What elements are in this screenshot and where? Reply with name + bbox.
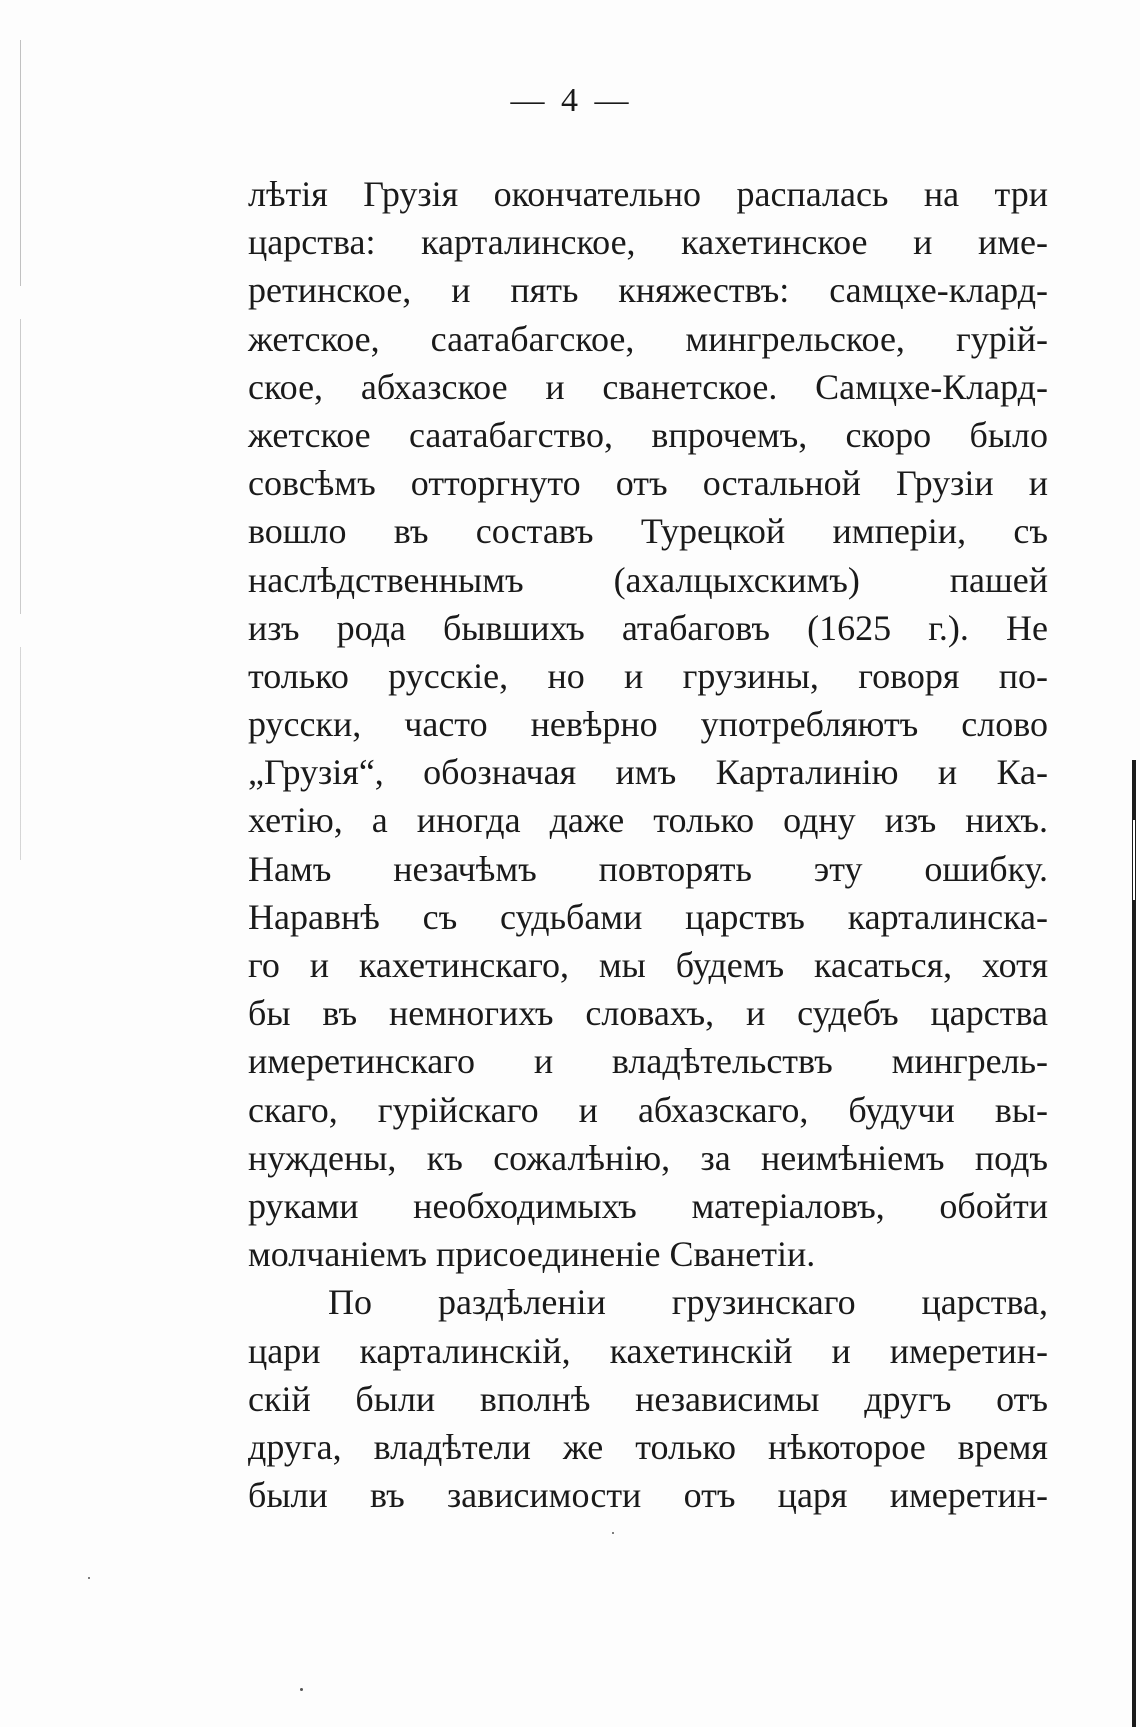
scan-right-edge-artifact [1132, 760, 1136, 1727]
text-line: По раздѣленіи грузинскаго царства, [328, 1282, 1048, 1323]
text-line: скаго, гурійскаго и абхазскаго, будучи вы- [248, 1089, 1048, 1130]
text-line: жетское саатабагство, впрочемъ, скоро было [248, 414, 1048, 455]
text-line: жетское, саатабагское, мингрельское, гурій- [248, 318, 1048, 359]
scan-speck [300, 1688, 303, 1691]
text-line: ское, абхазское и сванетское. Самцхе-Клард- [248, 366, 1048, 407]
paragraph-1 [248, 170, 1048, 1278]
text-line: только русскіе, но и грузины, говоря по- [248, 655, 1048, 696]
text-line: имеретинскаго и владѣтельствъ мингрель- [248, 1041, 1048, 1082]
scan-right-edge-gap [1133, 820, 1135, 900]
text-line: Намъ незачѣмъ повторять эту ошибку. [248, 848, 1048, 889]
text-line: молчаніемъ присоединеніе Сванетіи. [248, 1234, 816, 1275]
text-line: бы въ немногихъ словахъ, и судебъ царства [248, 993, 1048, 1034]
text-line: ретинское, и пять княжествъ: самцхе-клард- [248, 270, 1048, 311]
text-line: цари карталинскій, кахетинскій и имеретин- [248, 1330, 1048, 1371]
text-line: русски, часто невѣрно употребляютъ слово [248, 704, 1048, 745]
text-line: нуждены, къ сожалѣнію, за неимѣніемъ подъ [248, 1137, 1048, 1178]
text-line: друга, владѣтели же только нѣкоторое время [248, 1426, 1048, 1467]
text-line: лѣтія Грузія окончательно распалась на три [248, 174, 1048, 214]
text-line: совсѣмъ отторгнуто отъ остальной Грузіи и [248, 463, 1048, 504]
text-line: царства: карталинское, кахетинское и име- [248, 222, 1048, 263]
text-line: наслѣдственнымъ (ахалцыхскимъ) пашей [248, 559, 1048, 600]
scan-speck [612, 1532, 614, 1534]
text-line: скій были вполнѣ независимы другъ отъ [248, 1378, 1048, 1419]
text-line: Наравнѣ съ судьбами царствъ карталинска- [248, 896, 1048, 937]
body-text [248, 170, 1048, 1519]
paragraph-2 [248, 1278, 1048, 1519]
text-line: хетію, а иногда даже только одну изъ нихъ. [248, 800, 1048, 841]
text-line: „Грузія“, обозначая имъ Карталинію и Ка- [248, 752, 1048, 793]
text-line: вошло въ составъ Турецкой имперіи, съ [248, 511, 1048, 552]
page-number: — 4 — [510, 82, 630, 119]
scan-left-edge-artifact [20, 40, 21, 860]
text-line: были въ зависимости отъ царя имеретин- [248, 1475, 1048, 1516]
text-line: го и кахетинскаго, мы будемъ касаться, хотя [248, 945, 1048, 985]
text-line: руками необходимыхъ матеріаловъ, обойти [248, 1185, 1048, 1226]
scan-speck [88, 1577, 90, 1579]
text-line: изъ рода бывшихъ атабаговъ (1625 г.). Не [248, 607, 1048, 648]
